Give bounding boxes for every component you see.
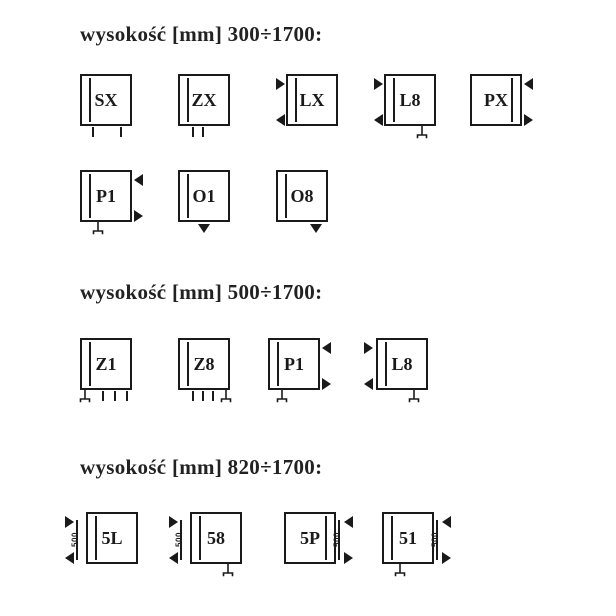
flow-arrow-left-icon <box>442 516 451 528</box>
flow-arrow-right-icon <box>374 78 383 90</box>
flow-arrow-left-icon <box>322 342 331 354</box>
section-300-1700 <box>0 22 616 47</box>
inner-line-icon <box>89 174 91 218</box>
radiator-box <box>470 74 522 126</box>
symbol-code: O8 <box>290 186 314 206</box>
dimension-label: 500 <box>174 532 184 547</box>
symbol-zx[interactable] <box>178 74 258 144</box>
symbol-code: ZX <box>191 90 217 110</box>
symbol-58[interactable] <box>166 512 256 582</box>
connection-stub <box>120 127 122 137</box>
symbol-5l[interactable] <box>62 512 152 582</box>
symbol-o8[interactable] <box>276 170 356 240</box>
valve-icon <box>394 564 406 577</box>
valve-icon <box>416 126 428 139</box>
radiator-box <box>190 512 242 564</box>
symbol-code: SX <box>94 90 118 110</box>
flow-arrow-left-icon <box>134 174 143 186</box>
flow-arrow-down-icon <box>310 224 322 233</box>
connection-stub <box>92 127 94 137</box>
symbol-sx[interactable] <box>80 74 160 144</box>
symbol-code: Z8 <box>193 354 215 374</box>
radiator-box <box>382 512 434 564</box>
inner-line-icon <box>187 174 189 218</box>
symbol-51[interactable] <box>382 512 472 582</box>
flow-arrow-right-icon <box>134 210 143 222</box>
valve-icon <box>220 390 232 403</box>
radiator-box <box>276 170 328 222</box>
inner-line-icon <box>187 78 189 122</box>
section-820-1700 <box>0 455 616 480</box>
radiator-box <box>80 74 132 126</box>
dimension-label: 500 <box>430 532 440 547</box>
symbol-code: P1 <box>284 354 304 374</box>
flow-arrow-left-icon <box>65 552 74 564</box>
symbol-code: 51 <box>399 528 417 548</box>
flow-arrow-left-icon <box>364 378 373 390</box>
inner-line-icon <box>393 78 395 122</box>
radiator-box <box>286 74 338 126</box>
radiator-box <box>284 512 336 564</box>
section-title-300-1700: wysokość [mm] 300÷1700: <box>80 22 323 46</box>
flow-arrow-left-icon <box>374 114 383 126</box>
inner-line-icon <box>325 516 327 560</box>
symbol-code: LX <box>299 90 325 110</box>
inner-line-icon <box>187 342 189 386</box>
radiator-box <box>80 170 132 222</box>
inner-line-icon <box>385 342 387 386</box>
flow-arrow-right-icon <box>276 78 285 90</box>
inner-line-icon <box>391 516 393 560</box>
connection-stub <box>192 127 194 137</box>
connection-stub <box>114 391 116 401</box>
symbol-code: O1 <box>192 186 216 206</box>
row-500-1700-a <box>0 338 616 408</box>
symbol-z1[interactable] <box>80 338 160 408</box>
symbol-p1[interactable] <box>268 338 358 408</box>
connection-stub <box>202 391 204 401</box>
symbol-lx[interactable] <box>276 74 356 144</box>
radiator-box <box>178 74 230 126</box>
connection-stub <box>126 391 128 401</box>
dimension-label: 500 <box>70 532 80 547</box>
connection-stub <box>102 391 104 401</box>
section-title-500-1700: wysokość [mm] 500÷1700: <box>80 280 323 304</box>
valve-icon <box>276 390 288 403</box>
flow-arrow-right-icon <box>524 114 533 126</box>
inner-line-icon <box>89 342 91 386</box>
flow-arrow-left-icon <box>344 516 353 528</box>
flow-arrow-right-icon <box>364 342 373 354</box>
flow-arrow-right-icon <box>322 378 331 390</box>
radiator-box <box>376 338 428 390</box>
radiator-box <box>384 74 436 126</box>
symbol-p1[interactable] <box>80 170 160 240</box>
valve-icon <box>79 390 91 403</box>
flow-arrow-right-icon <box>344 552 353 564</box>
inner-line-icon <box>277 342 279 386</box>
flow-arrow-left-icon <box>524 78 533 90</box>
symbol-5p[interactable] <box>284 512 374 582</box>
inner-line-icon <box>511 78 513 122</box>
radiator-box <box>80 338 132 390</box>
flow-arrow-right-icon <box>442 552 451 564</box>
valve-icon <box>408 390 420 403</box>
symbol-code: Z1 <box>95 354 117 374</box>
inner-line-icon <box>285 174 287 218</box>
symbol-z8[interactable] <box>178 338 258 408</box>
symbol-code: P1 <box>96 186 116 206</box>
inner-line-icon <box>295 78 297 122</box>
connection-stub <box>212 391 214 401</box>
symbol-l8[interactable] <box>374 74 454 144</box>
radiator-box <box>268 338 320 390</box>
section-title-820-1700: wysokość [mm] 820÷1700: <box>80 455 323 479</box>
valve-icon <box>92 222 104 235</box>
row-300-1700-b <box>0 170 616 240</box>
flow-arrow-left-icon <box>276 114 285 126</box>
inner-line-icon <box>95 516 97 560</box>
flow-arrow-left-icon <box>169 552 178 564</box>
valve-icon <box>222 564 234 577</box>
dimension-label: 500 <box>332 532 342 547</box>
row-820-1700-a <box>0 512 616 582</box>
symbol-code: L8 <box>399 90 421 110</box>
radiator-box <box>86 512 138 564</box>
symbol-code: L8 <box>391 354 413 374</box>
connection-stub <box>192 391 194 401</box>
symbol-code: 58 <box>207 528 225 548</box>
symbol-px[interactable] <box>470 74 550 144</box>
symbol-o1[interactable] <box>178 170 258 240</box>
flow-arrow-right-icon <box>169 516 178 528</box>
symbol-code: 5L <box>101 528 123 548</box>
inner-line-icon <box>89 78 91 122</box>
symbol-code: 5P <box>300 528 320 548</box>
symbol-code: PX <box>484 90 508 110</box>
radiator-box <box>178 170 230 222</box>
row-300-1700-a <box>0 74 616 144</box>
inner-line-icon <box>199 516 201 560</box>
symbol-l8[interactable] <box>360 338 450 408</box>
flow-arrow-down-icon <box>198 224 210 233</box>
connection-stub <box>202 127 204 137</box>
flow-arrow-right-icon <box>65 516 74 528</box>
section-500-1700 <box>0 280 616 305</box>
radiator-box <box>178 338 230 390</box>
